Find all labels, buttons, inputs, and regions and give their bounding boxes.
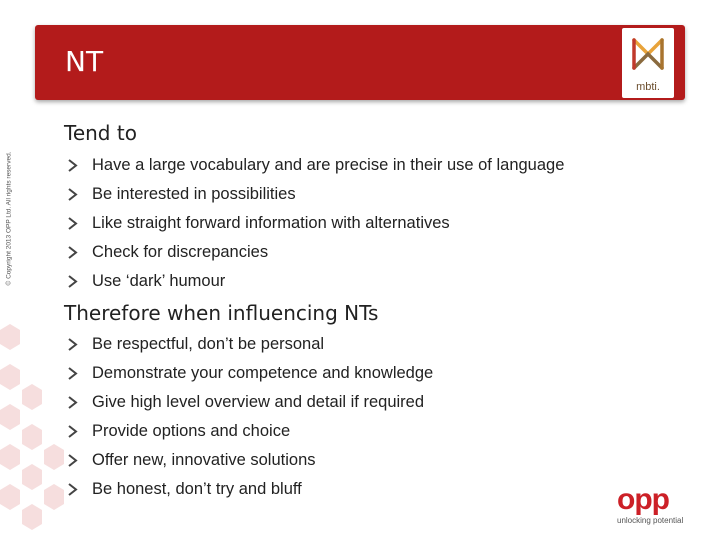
chevron-right-icon: [66, 180, 80, 209]
page-title: NT: [65, 45, 104, 78]
chevron-right-icon: [66, 330, 80, 359]
copyright-notice: © Copyright 2013 OPP Ltd. All rights reserved.: [5, 151, 13, 286]
list-item-text: Be interested in possibilities: [92, 185, 296, 203]
influencing-list: [64, 330, 433, 504]
list-item-text: Offer new, innovative solutions: [92, 451, 316, 469]
chevron-right-icon: [66, 359, 80, 388]
chevron-right-icon: [66, 417, 80, 446]
tend-to-heading: Tend to: [64, 121, 137, 145]
list-item: [64, 209, 564, 238]
hexagon-pattern-decoration: [0, 320, 70, 540]
list-item-text: Give high level overview and detail if required: [92, 393, 425, 411]
tend-to-list: [64, 151, 564, 296]
list-item: [64, 359, 433, 388]
list-item-text: Be respectful, don’t be personal: [92, 335, 325, 353]
list-item: [64, 238, 564, 267]
chevron-right-icon: [66, 446, 80, 475]
chevron-right-icon: [66, 267, 80, 296]
list-item-text: Demonstrate your competence and knowledge: [92, 364, 434, 382]
opp-logo: [617, 485, 707, 530]
chevron-right-icon: [66, 475, 80, 504]
mbti-logo-text: mbti.: [636, 81, 660, 93]
opp-tagline: unlocking potential: [617, 516, 684, 525]
list-item-text: Be honest, don’t try and bluff: [92, 480, 302, 498]
chevron-right-icon: [66, 151, 80, 180]
list-item: [64, 267, 564, 296]
mbti-star-icon: [622, 28, 674, 78]
list-item: [64, 330, 433, 359]
influencing-heading: Therefore when influencing NTs: [64, 301, 379, 325]
chevron-right-icon: [66, 388, 80, 417]
list-item: [64, 180, 564, 209]
chevron-right-icon: [66, 238, 80, 267]
list-item-text: Like straight forward information with alternatives: [92, 214, 450, 232]
list-item: [64, 151, 564, 180]
list-item-text: Provide options and choice: [92, 422, 291, 440]
list-item: [64, 417, 433, 446]
list-item: [64, 475, 433, 504]
header-bar: [35, 25, 685, 100]
mbti-logo: [622, 28, 674, 98]
list-item-text: Check for discrepancies: [92, 243, 269, 261]
chevron-right-icon: [66, 209, 80, 238]
list-item-text: Have a large vocabulary and are precise in their use of language: [92, 156, 565, 174]
list-item-text: Use ‘dark’ humour: [92, 272, 226, 290]
list-item: [64, 446, 433, 475]
opp-logo-text: opp: [617, 483, 669, 516]
list-item: [64, 388, 433, 417]
